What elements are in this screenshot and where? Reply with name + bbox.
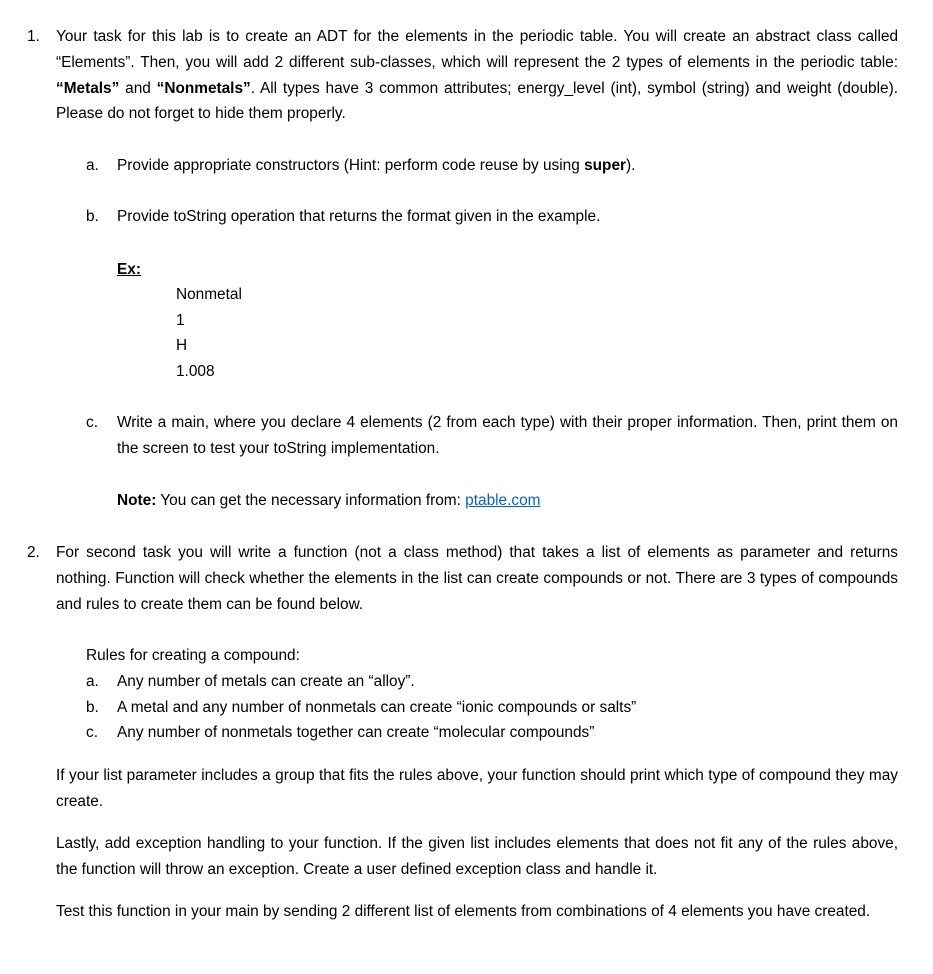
intro-text: Your task for this lab is to create an ADT for the elements in the periodic table. You will create an abstract class called “Elements”. Then, you will add 2 different sub-classes, which will represent the 2 types of elements in the periodic table: [56, 28, 898, 71]
ptable-link[interactable]: ptable.com [465, 492, 541, 509]
question-2-number: 2. [27, 544, 40, 561]
intro-text-end: . All types have 3 common attributes; energy_level (int), symbol (string) and weight (double). Please do not forget to hide them properly. [56, 79, 898, 123]
item-a-end: ). [626, 157, 636, 174]
note-label: Note: [117, 492, 157, 509]
rule-text: Any number of metals can create an “alloy”. [117, 673, 415, 690]
rule-text: Any number of nonmetals together can create “molecular compounds” [117, 724, 595, 741]
example-output [176, 282, 242, 384]
example-label: Ex: [117, 261, 141, 278]
paragraph-print: If your list parameter includes a group that fits the rules above, your function should print which type of compound they may create. [56, 767, 898, 810]
nonmetals-term: “Nonmetals” [156, 79, 251, 97]
rule-letter: a. [86, 673, 99, 690]
rule-letter: c. [86, 724, 98, 741]
question-2-intro: For second task you will write a function (not a class method) that takes a list of elements as parameter and returns nothing. Function will check whether the elements in the list can create compounds or not. There are 3 types of compounds and rules to create them can be found below. [56, 544, 898, 613]
note-text: You can get the necessary information from: [156, 492, 466, 509]
note [117, 488, 540, 514]
item-b-text: Provide toString operation that returns the format given in the example. [117, 208, 601, 225]
super-keyword: super [584, 157, 626, 174]
intro-and: and [119, 79, 157, 97]
rules-title: Rules for creating a compound: [86, 647, 300, 664]
example-line: 1.008 [176, 362, 215, 380]
item-a-body: Provide appropriate constructors (Hint: perform code reuse by using [117, 157, 585, 174]
item-a-letter: a. [86, 157, 99, 174]
example-line: Nonmetal [176, 286, 242, 303]
question-1-number: 1. [27, 28, 40, 45]
item-b-letter: b. [86, 208, 99, 225]
question-1-intro [56, 24, 898, 127]
example-line: H [176, 337, 188, 355]
example-line: 1 [176, 311, 185, 329]
paragraph-exception: Lastly, add exception handling to your function. If the given list includes elements that does not fit any of the rules above, the function will throw an exception. Create a user defined exception class and handle it. [56, 835, 898, 878]
paragraph-test: Test this function in your main by sending 2 different list of elements from combinations of 4 elements you have created. [56, 903, 871, 920]
item-c-letter: c. [86, 414, 98, 431]
rule-letter: b. [86, 699, 99, 716]
item-c-text: Write a main, where you declare 4 elements (2 from each type) with their proper information. Then, print them on the screen to test your toString implementation. [117, 414, 898, 457]
metals-term: “Metals” [56, 79, 120, 97]
item-a-text [117, 153, 635, 179]
rule-text: A metal and any number of nonmetals can create “ionic compounds or salts” [117, 699, 637, 716]
